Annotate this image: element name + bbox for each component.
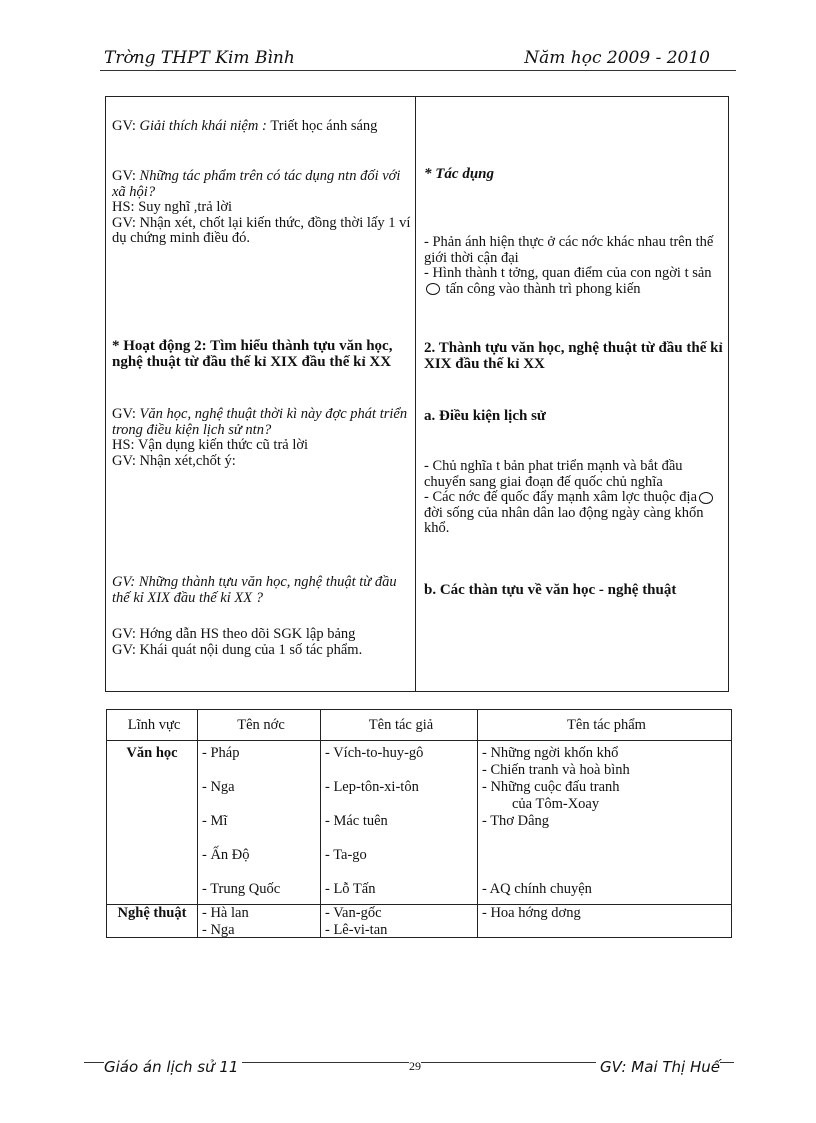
left-p10: GV: Hớng dẫn HS theo dõi SGK lập bảng GV: Khái quát nội dung của 1 số tác phẩm. [112,626,363,658]
left-p9: GV: Những thành tựu văn học, nghệ thuật từ đầu thế kỉ XIX đầu thế kỉ XX ? [112,574,397,606]
col-work: Tên tác phẩm [478,710,732,741]
lesson-table [105,96,729,692]
column-divider [415,97,416,691]
activity-2-heading: * Hoạt động 2: Tìm hiểu thành tựu văn học, nghệ thuật từ đầu thế kỉ XIX đầu thế kỉ XX [112,338,393,370]
left-p2: GV: Những tác phẩm trên có tác dụng ntn đối với xã hội? HS: Suy nghĩ ,trả lời GV: Nhận xét, chốt lại kiến thức, đồng thời lấy 1 ví dụ chứng minh điều đó. [112,168,411,246]
right-r6: - Chủ nghĩa t bản phat triển mạnh và bắt đầu chuyển sang giai đoạn đế quốc chủ nghĩa - Các nớc đế quốc đẩy mạnh xâm lợc thuộc địa đời sống của nhân dân lao động ngày càng khốn khổ. [424,459,726,537]
table-row [107,741,732,905]
works-cell: - Những ngời khốn khổ - Chiến tranh và hoà bình - Những cuộc đấu tranh của Tôm-Xoay - Thơ Dâng - AQ chính chuyện [478,741,732,905]
arrow-circle-icon [699,492,713,504]
col-field: Lĩnh vực [107,710,198,741]
school-year: Năm học 2009 - 2010 [524,48,710,68]
countries-cell: - Pháp - Nga - Mĩ - Ấn Độ - Trung Quốc [198,741,321,905]
subject-label: Giáo án lịch sử 11 [104,1058,242,1076]
right-r2: - Phản ánh hiện thực ở các nớc khác nhau trên thế giới thời cận đại - Hình thành t tởng, quan điểm của con ngời t sản tấn công vào thành trì phong kiến [424,234,714,297]
achievements-table [106,709,732,938]
achievements-heading: 2. Thành tựu văn học, nghệ thuật từ đầu thế kỉ XIX đầu thế kỉ XX [424,340,723,372]
page-header [104,48,732,72]
page-footer [104,1058,724,1082]
countries-cell: - Hà lan - Nga [198,905,321,938]
page-number: 29 [409,1059,421,1073]
table-row [107,905,732,938]
works-cell: - Hoa hớng dơng [478,905,732,938]
effect-heading: * Tác dụng [424,166,495,182]
history-conditions-heading: a. Điều kiện lịch sử [424,408,546,424]
field-art: Nghệ thuật [107,905,198,938]
header-rule [100,70,736,71]
teacher-name: GV: Mai Thị Huế [596,1058,720,1076]
achievements-subheading: b. Các thàn tựu về văn học - nghệ thuật [424,582,677,598]
left-p1: GV: Giải thích khái niệm : Triết học ánh sáng [112,118,378,134]
left-p6: GV: Văn học, nghệ thuật thời kì này đợc phát triển trong điều kiện lịch sử ntn? HS: Vận dụng kiến thức cũ trả lời GV: Nhận xét,chốt ý: [112,406,408,469]
arrow-circle-icon [426,283,440,295]
school-name: Trờng THPT Kim Bình [104,48,295,68]
authors-cell: - Vích-to-huy-gô - Lep-tôn-xi-tôn - Mác tuên - Ta-go - Lỗ Tấn [321,741,478,905]
authors-cell: - Van-gốc - Lê-vi-tan [321,905,478,938]
field-literature: Văn học [107,741,198,905]
col-author: Tên tác giả [321,710,478,741]
col-country: Tên nớc [198,710,321,741]
